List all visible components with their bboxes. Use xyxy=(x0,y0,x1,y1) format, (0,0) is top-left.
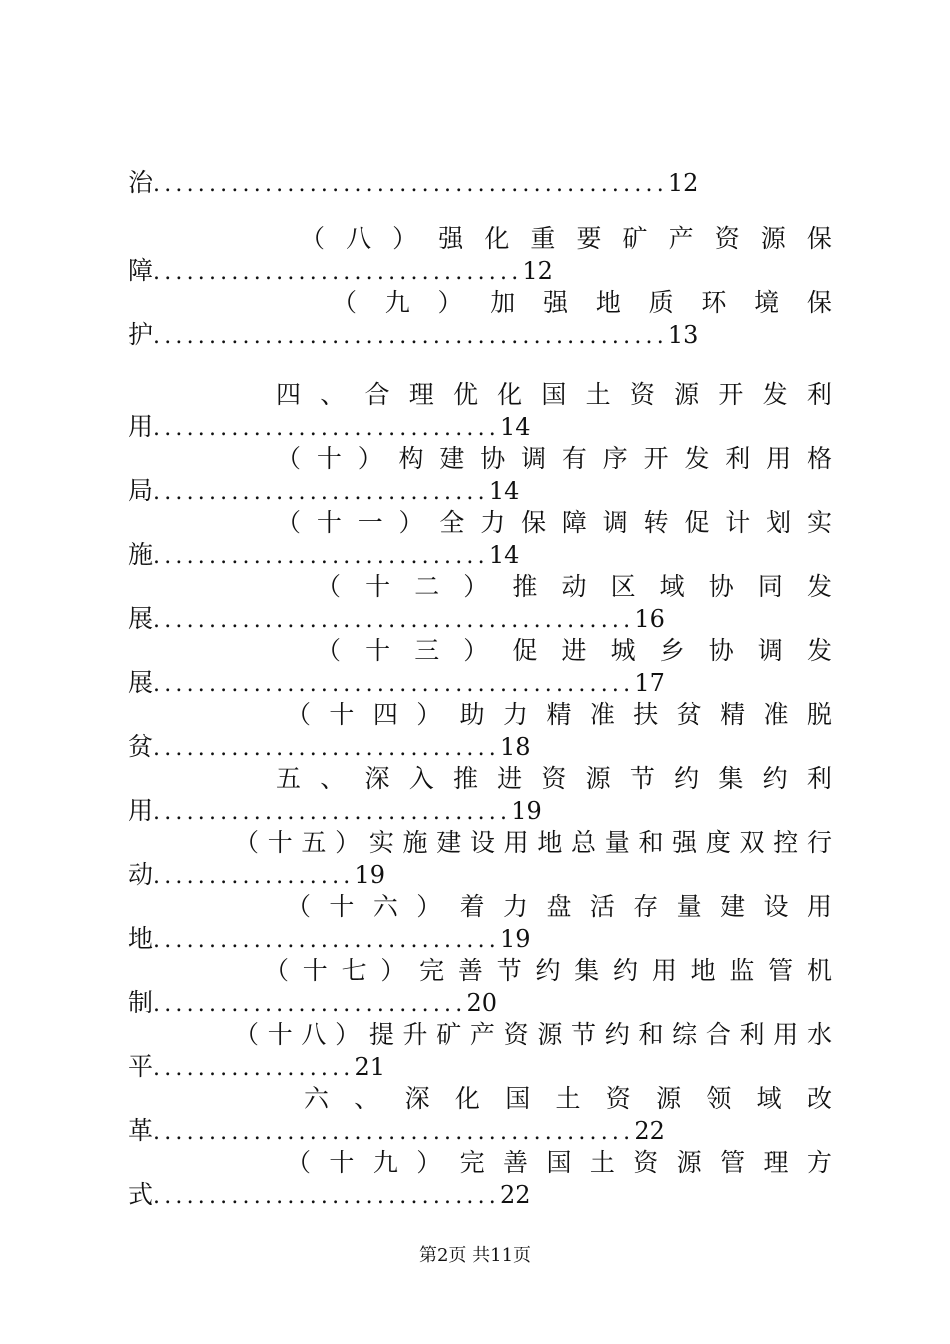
toc-leader-dots: .............................................. xyxy=(153,172,668,197)
toc-entry-end-char: 展 xyxy=(128,668,154,697)
toc-entry-end-char: 动 xyxy=(128,860,154,889)
toc-entry-end-char: 革 xyxy=(128,1116,154,1145)
toc-entry-continuation xyxy=(128,604,832,634)
toc-leader-dots: ................................. xyxy=(153,260,523,285)
toc-entry-title: （ 十 五 ） 实 施 建 设 用 地 总 量 和 强 度 双 控 行 xyxy=(234,828,832,857)
toc-leader-dots: ........................................... xyxy=(153,608,635,633)
toc-entry-continuation xyxy=(128,924,832,954)
toc-page-number: 12 xyxy=(667,169,699,197)
toc-entry[interactable] xyxy=(128,506,832,570)
toc-entry-title: （ 八 ） 强 化 重 要 矿 产 资 源 保 xyxy=(300,224,832,253)
toc-page-number: 21 xyxy=(354,1053,386,1081)
toc-leader-dots: ................................ xyxy=(153,800,512,825)
toc-entry-end-char: 治 xyxy=(128,168,154,197)
toc-page-number: 19 xyxy=(511,797,542,825)
toc-entry-end-char: 平 xyxy=(128,1052,154,1081)
toc-entry-continuation xyxy=(128,412,832,442)
toc-page-number: 14 xyxy=(488,541,520,569)
toc-entry-end-char: 用 xyxy=(128,412,154,441)
toc-entry-end-char: 用 xyxy=(128,796,154,825)
toc-page-number: 16 xyxy=(634,605,665,633)
toc-entry-end-char: 制 xyxy=(128,988,154,1017)
toc-entry-continuation xyxy=(128,168,832,198)
toc-entry-continuation xyxy=(128,256,832,286)
toc-entry-continuation xyxy=(128,476,832,506)
toc-entry-end-char: 贫 xyxy=(128,732,154,761)
toc-entry-title: 六 、 深 化 国 土 资 源 领 域 改 xyxy=(304,1084,832,1113)
toc-leader-dots: ........................................... xyxy=(153,672,635,697)
toc-entry-title: （ 九 ） 加 强 地 质 环 境 保 xyxy=(332,288,832,317)
toc-entry-continuation xyxy=(128,540,832,570)
toc-entry-continuation xyxy=(128,988,832,1018)
toc-entry-continuation xyxy=(128,732,832,762)
toc-entry[interactable] xyxy=(128,222,832,286)
toc-entry-title: （ 十 七 ） 完 善 节 约 集 约 用 地 监 管 机 xyxy=(264,956,832,985)
toc-page-number: 17 xyxy=(634,669,665,697)
toc-entry-title: （ 十 三 ） 促 进 城 乡 协 调 发 xyxy=(316,636,832,665)
toc-leader-dots: .............................................. xyxy=(153,324,668,349)
toc-entry-title: （ 十 九 ） 完 善 国 土 资 源 管 理 方 xyxy=(286,1148,832,1177)
toc-entry[interactable] xyxy=(128,378,832,442)
toc-entry-title: （ 十 一 ） 全 力 保 障 调 转 促 计 划 实 xyxy=(276,508,832,537)
toc-page-number: 14 xyxy=(500,413,531,441)
toc-leader-dots: .................. xyxy=(153,1056,355,1081)
toc-page-number: 14 xyxy=(488,477,520,505)
toc-entry-continuation xyxy=(128,668,832,698)
toc-entry-continuation xyxy=(128,1052,832,1082)
toc-entry[interactable] xyxy=(128,1018,832,1082)
toc-entry-end-char: 障 xyxy=(128,256,154,285)
toc-leader-dots: ............................... xyxy=(153,736,501,761)
toc-entry-continuation xyxy=(128,320,832,350)
toc-leader-dots: ............................ xyxy=(153,992,467,1017)
toc-entry[interactable] xyxy=(128,286,832,350)
toc-entry[interactable] xyxy=(128,826,832,890)
page-footer: 第2页 共11页 xyxy=(418,1245,532,1266)
toc-entry[interactable] xyxy=(128,1146,832,1210)
toc-entry[interactable] xyxy=(128,570,832,634)
toc-page-number: 12 xyxy=(522,257,553,285)
toc-entry[interactable] xyxy=(128,762,832,826)
toc-entry-end-char: 施 xyxy=(128,540,154,569)
toc-entry-continuation xyxy=(128,1116,832,1146)
toc-leader-dots: ............................... xyxy=(153,416,501,441)
toc-leader-dots: ........................................... xyxy=(153,1120,635,1145)
toc-entry-title: 五 、 深 入 推 进 资 源 节 约 集 约 利 xyxy=(276,764,832,793)
toc-entry[interactable] xyxy=(128,890,832,954)
toc-entry[interactable] xyxy=(128,954,832,1018)
toc-entry-end-char: 地 xyxy=(128,924,154,953)
toc-leader-dots: .............................. xyxy=(153,480,489,505)
toc-leader-dots: ............................... xyxy=(153,928,501,953)
toc-entry-continuation xyxy=(128,796,832,826)
toc-entry-end-char: 式 xyxy=(128,1180,154,1209)
toc-leader-dots: .................. xyxy=(153,864,355,889)
toc-entry-title: 四 、 合 理 优 化 国 土 资 源 开 发 利 xyxy=(276,380,832,409)
toc-page-number: 19 xyxy=(500,925,531,953)
toc-entry-title: （ 十 四 ） 助 力 精 准 扶 贫 精 准 脱 xyxy=(286,700,832,729)
toc-entry-continuation xyxy=(128,1180,832,1210)
toc-entry[interactable] xyxy=(128,698,832,762)
toc-leader-dots: .............................. xyxy=(153,544,489,569)
toc-entry-title: （ 十 六 ） 着 力 盘 活 存 量 建 设 用 xyxy=(286,892,832,921)
toc-entry-end-char: 局 xyxy=(128,476,154,505)
toc-entry-title: （ 十 二 ） 推 动 区 域 协 同 发 xyxy=(316,572,832,601)
toc-page-number: 19 xyxy=(354,861,386,889)
toc-entry-title: （ 十 ） 构 建 协 调 有 序 开 发 利 用 格 xyxy=(276,444,832,473)
toc-page-number: 13 xyxy=(667,321,699,349)
toc-entry[interactable] xyxy=(128,1082,832,1146)
toc-page-number: 22 xyxy=(634,1117,665,1145)
toc-entry-title: （ 十 八 ） 提 升 矿 产 资 源 节 约 和 综 合 利 用 水 xyxy=(234,1020,832,1049)
table-of-contents xyxy=(128,168,832,1210)
toc-page-number: 22 xyxy=(500,1181,531,1209)
toc-entry-end-char: 护 xyxy=(128,320,154,349)
toc-entry-continuation xyxy=(128,860,832,890)
toc-entry[interactable] xyxy=(128,634,832,698)
toc-entry[interactable] xyxy=(128,168,832,198)
toc-entry[interactable] xyxy=(128,442,832,506)
toc-page-number: 20 xyxy=(466,989,497,1017)
toc-entry-end-char: 展 xyxy=(128,604,154,633)
toc-page-number: 18 xyxy=(500,733,531,761)
toc-leader-dots: ............................... xyxy=(153,1184,501,1209)
